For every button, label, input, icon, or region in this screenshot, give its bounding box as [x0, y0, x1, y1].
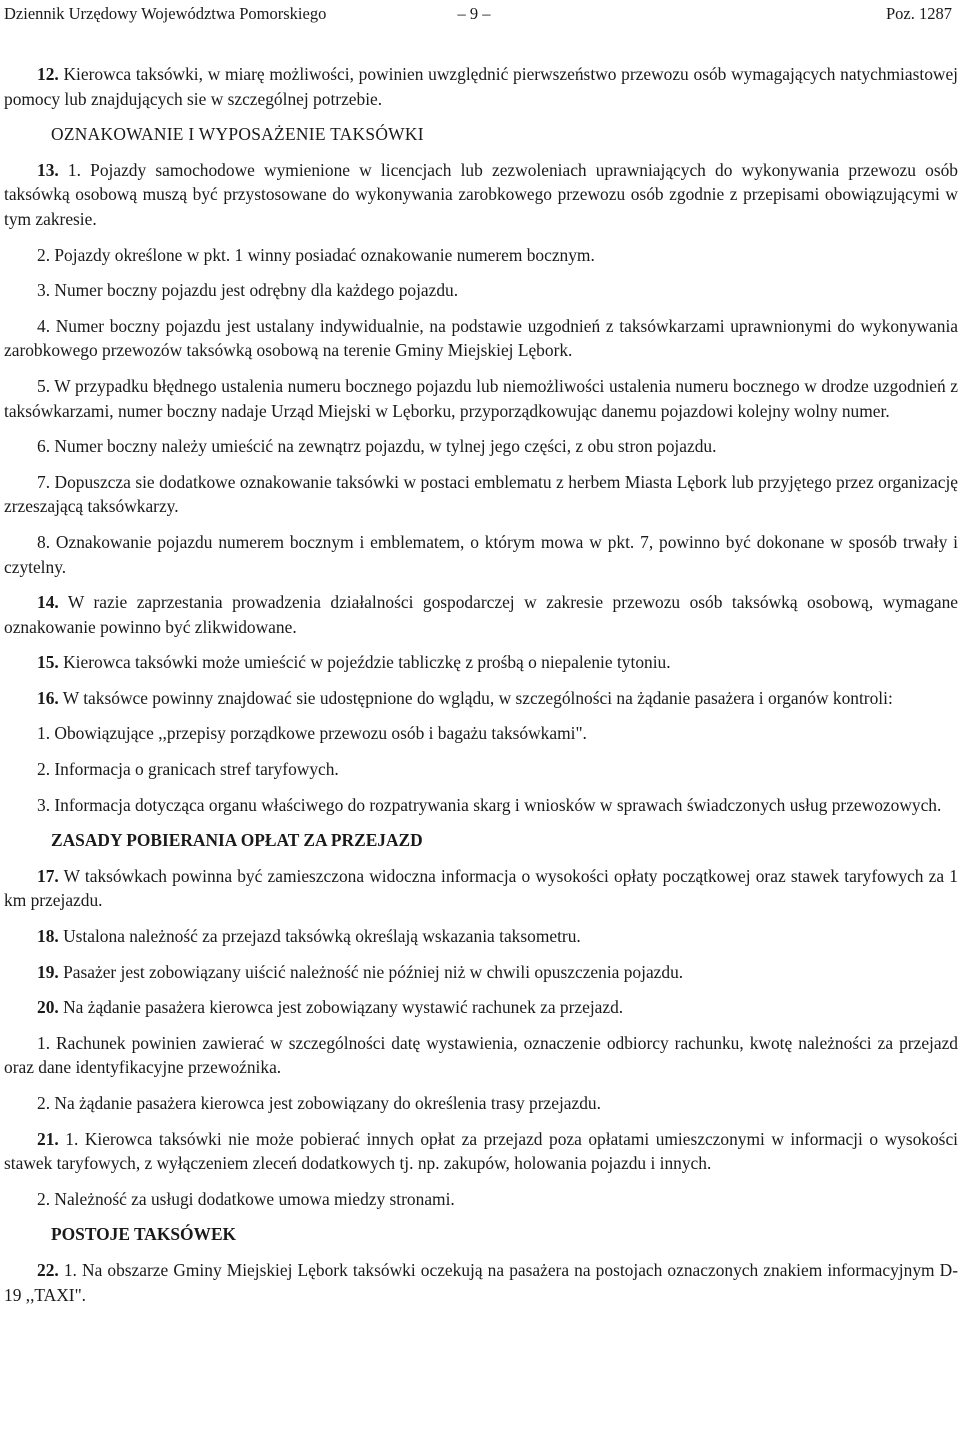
section-text: Kierowca taksówki, w miarę możliwości, powinien uwzględnić pierwszeństwo przewozu osób wymagających natychmiastowej pomocy lub znajdujących sie w szczególnej potrzebie. [4, 64, 958, 109]
section-text: W razie zaprzestania prowadzenia działalności gospodarczej w zakresie przewozu osób taksówką osobową, wymagane oznakowanie powinno być zlikwidowane. [4, 592, 958, 637]
list-item: 1. Obowiązujące ,,przepisy porządkowe przewozu osób i bagażu taksówkami". [37, 723, 587, 744]
section-number: 19. [37, 961, 59, 982]
section-number: 17. [37, 865, 59, 886]
section-paragraph [4, 924, 958, 949]
position-number: Poz. 1287 [886, 4, 952, 23]
journal-title: Dziennik Urzędowy Województwa Pomorskiego [4, 4, 327, 23]
section-number: 14. [37, 592, 59, 613]
section-paragraph [4, 590, 958, 639]
section-paragraph [4, 686, 958, 711]
section-text: Na żądanie pasażera kierowca jest zobowiązany wystawić rachunek za przejazd. [58, 997, 624, 1018]
list-item: 6. Numer boczny należy umieścić na zewnątrz pojazdu, w tylnej jego części, z obu stron pojazdu. [37, 436, 717, 457]
running-header [4, 3, 954, 25]
section-paragraph [4, 1258, 958, 1307]
page-number: – 9 – [457, 4, 491, 23]
section-heading: POSTOJE TAKSÓWEK [51, 1224, 237, 1245]
section-text: Ustalona należność za przejazd taksówką określają wskazania taksometru. [58, 926, 581, 947]
list-item: 2. Pojazdy określone w pkt. 1 winny posiadać oznakowanie numerem bocznym. [37, 244, 595, 265]
section-text: Kierowca taksówki może umieścić w pojeździe tabliczkę z prośbą o niepalenie tytoniu. [58, 652, 671, 673]
section-heading: ZASADY POBIERANIA OPŁAT ZA PRZEJAZD [51, 830, 423, 851]
section-text: Pasażer jest zobowiązany uiścić należność nie później niż w chwili opuszczenia pojazdu. [58, 961, 684, 982]
list-item: 2. Należność za usługi dodatkowe umowa miedzy stronami. [37, 1188, 455, 1209]
section-number: 12. [37, 64, 59, 84]
list-item: 4. Numer boczny pojazdu jest ustalany indywidualnie, na podstawie uzgodnień z taksówkarzami uprawnionymi do wykonywania zarobkowego przewozów taksówką osobową na terenie Gminy Miejskiej Lębork. [4, 315, 958, 361]
section-number: 15. [37, 652, 59, 673]
section-paragraph [4, 158, 958, 232]
section-text: W taksówkach powinna być zamieszczona widoczna informacja o wysokości opłaty początkowej oraz stawek taryfowych za 1 km przejazdu. [4, 865, 958, 911]
section-paragraph [4, 864, 958, 913]
section-text: 1. Pojazdy samochodowe wymienione w licencjach lub zezwoleniach uprawniających do wykonywania przewozu osób taksówką osobową muszą być przystosowane do wykonywania zarobkowego przewozu osób zgodnie z przepisami obowiązującymi w tym zakresie. [4, 159, 958, 229]
list-item: 3. Informacja dotycząca organu właściwego do rozpatrywania skarg i wniosków w sprawach świadczonych usług przewozowych. [37, 794, 942, 815]
section-number: 20. [37, 997, 59, 1018]
list-item: 8. Oznakowanie pojazdu numerem bocznym i emblematem, o którym mowa w pkt. 7, powinno być dokonane w sposób trwały i czytelny. [4, 531, 958, 577]
section-paragraph [4, 995, 958, 1020]
section-text: W taksówce powinny znajdować sie udostępnione do wglądu, w szczególności na żądanie pasażera i organów kontroli: [58, 687, 893, 708]
section-paragraph [4, 62, 958, 111]
list-item: 2. Informacja o granicach stref taryfowych. [37, 759, 339, 780]
list-item: 2. Na żądanie pasażera kierowca jest zobowiązany do określenia trasy przejazdu. [37, 1093, 601, 1113]
list-item: 7. Dopuszcza sie dodatkowe oznakowanie taksówki w postaci emblematu z herbem Miasta Lębork lub przyjętego przez organizację zrzeszającą taksówkarzy. [4, 471, 958, 517]
list-item: 5. W przypadku błędnego ustalenia numeru bocznego pojazdu lub niemożliwości ustalenia numeru bocznego w drodze uzgodnień z taksówkarzami, numer boczny nadaje Urząd Miejski w Lęborku, przyporządkowując danemu pojazdowi kolejny wolny numer. [4, 375, 958, 421]
section-number: 18. [37, 926, 59, 947]
section-paragraph [4, 1127, 958, 1176]
section-paragraph [4, 650, 958, 675]
section-text: 1. Kierowca taksówki nie może pobierać innych opłat za przejazd poza opłatami umieszczonymi w informacji o wysokości stawek taryfowych, z wyłączeniem zleceń dodatkowych tj. np. zakupów, holowania pojazdu i innych. [4, 1128, 958, 1174]
section-number: 21. [37, 1128, 59, 1149]
list-item: 3. Numer boczny pojazdu jest odrębny dla każdego pojazdu. [37, 280, 459, 301]
section-number: 13. [37, 159, 59, 180]
document-body [4, 62, 958, 1318]
section-number: 16. [37, 687, 59, 708]
section-number: 22. [37, 1259, 59, 1280]
section-text: 1. Na obszarze Gminy Miejskiej Lębork taksówki oczekują na pasażera na postojach oznaczonych znakiem informacyjnym D-19 ,,TAXI". [4, 1259, 958, 1305]
section-heading: OZNAKOWANIE I WYPOSAŻENIE TAKSÓWKI [51, 124, 424, 145]
section-paragraph [4, 960, 958, 985]
list-item: 1. Rachunek powinien zawierać w szczególności datę wystawienia, oznaczenie odbiorcy rachunku, kwotę należności za przejazd oraz dane identyfikacyjne przewoźnika. [4, 1032, 958, 1078]
